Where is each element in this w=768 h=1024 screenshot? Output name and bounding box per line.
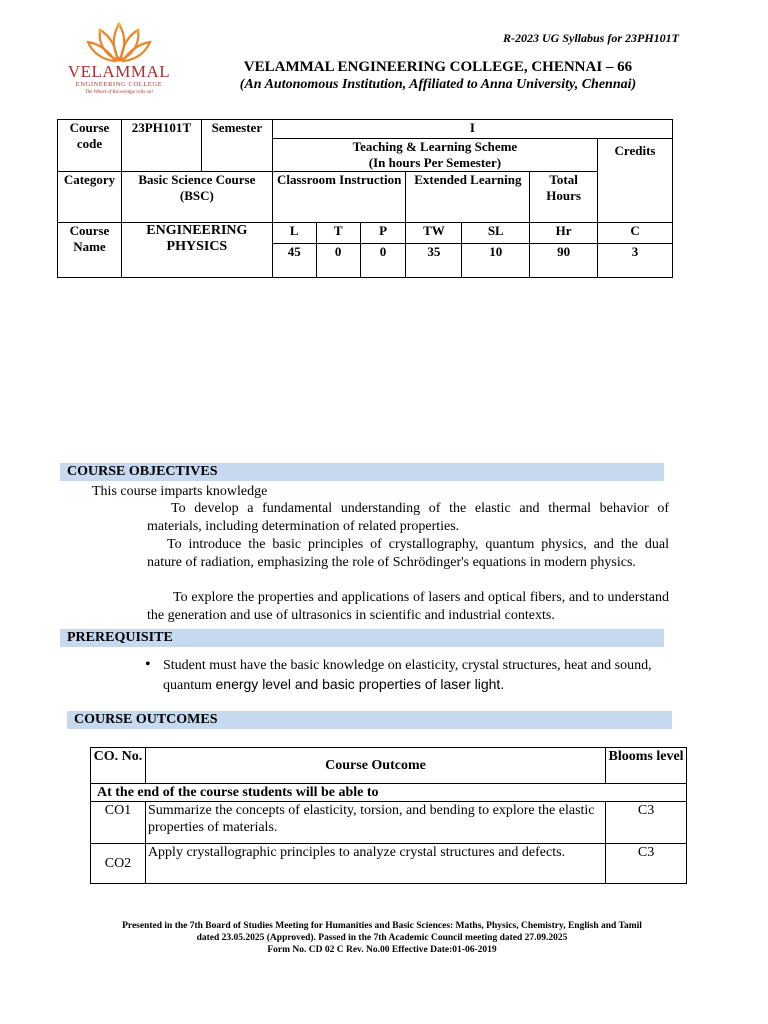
- course-outcome-header: Course Outcome: [145, 748, 605, 784]
- classroom-instruction: Classroom Instruction: [272, 172, 406, 223]
- hours-header: L: [272, 223, 316, 244]
- objectives-intro: This course imparts knowledge: [92, 484, 268, 499]
- credits-label: Credits: [598, 139, 673, 223]
- list-item: [145, 656, 665, 695]
- co-number: CO2: [91, 844, 146, 884]
- footer-line: dated 23.05.2025 (Approved). Passed in the 7th Academic Council meeting dated 27.09.2025: [196, 933, 568, 943]
- hours-header: Hr: [530, 223, 598, 244]
- hours-value: 0: [360, 244, 406, 278]
- logo-tagline: The Wheel of Knowledge rolls on!: [84, 90, 154, 95]
- hours-header: T: [316, 223, 360, 244]
- syllabus-reference: R-2023 UG Syllabus for 23PH101T: [502, 31, 679, 45]
- footer-line: Presented in the 7th Board of Studies Meeting for Humanities and Basic Sciences: Maths, Physics, Chemistry, English and Tamil: [122, 921, 642, 931]
- course-outcomes-heading: COURSE OUTCOMES: [67, 711, 672, 729]
- hours-value: 90: [530, 244, 598, 278]
- hours-header: P: [360, 223, 406, 244]
- course-name: ENGINEERING PHYSICS: [121, 223, 272, 278]
- total-hours-label: Total Hours: [530, 172, 598, 223]
- table-row: [91, 844, 687, 884]
- hours-header: SL: [462, 223, 530, 244]
- blooms-level-header: Blooms level: [606, 748, 687, 784]
- co-number: CO1: [91, 802, 146, 844]
- prerequisite-list: [145, 656, 665, 695]
- logo-subtitle: ENGINEERING COLLEGE: [75, 81, 163, 88]
- outcomes-intro-row: At the end of the course students will be able to: [91, 784, 687, 802]
- course-details-table: [57, 119, 673, 278]
- hours-value: 0: [316, 244, 360, 278]
- co-text: Apply crystallographic principles to analyze crystal structures and defects.: [145, 844, 605, 884]
- category-label: Category: [58, 172, 122, 223]
- co-text: Summarize the concepts of elasticity, torsion, and bending to explore the elastic properties of materials.: [145, 802, 605, 844]
- page-footer: [90, 920, 674, 956]
- objective-item: To introduce the basic principles of crystallography, quantum physics, and the dual nature of radiation, emphasizing the role of Schrödinger's equations in modern physics.: [147, 537, 669, 570]
- teaching-scheme-header: [272, 139, 597, 172]
- table-row: [91, 802, 687, 844]
- footer-line: Form No. CD 02 C Rev. No.00 Effective Date:01-06-2019: [267, 945, 497, 955]
- hours-value: 45: [272, 244, 316, 278]
- objective-item: To explore the properties and applications of lasers and optical fibers, and to understand the generation and use of ultrasonics in scientific and industrial contexts.: [147, 590, 669, 623]
- semester-value: I: [272, 120, 672, 139]
- college-logo: [60, 20, 178, 100]
- hours-header: C: [598, 223, 673, 244]
- extended-learning: Extended Learning: [406, 172, 530, 223]
- hours-value: 10: [462, 244, 530, 278]
- hours-header: TW: [406, 223, 462, 244]
- teaching-scheme-label: Teaching & Learning Scheme: [352, 139, 518, 154]
- co-level: C3: [606, 802, 687, 844]
- objective-item: To develop a fundamental understanding of the elastic and thermal behavior of materials, including determination of related properties.: [147, 501, 669, 534]
- prerequisite-heading: PREREQUISITE: [60, 629, 664, 647]
- hours-value: 35: [406, 244, 462, 278]
- college-name: VELAMMAL ENGINEERING COLLEGE, CHENNAI – 66: [243, 59, 633, 75]
- course-outcomes-table: [90, 747, 687, 884]
- prerequisite-text: Student must have the basic knowledge on elasticity, crystal structures, heat and sound, quantum: [163, 658, 652, 693]
- course-code-label: Course code: [58, 120, 122, 172]
- hours-value: 3: [598, 244, 673, 278]
- course-objectives-heading: COURSE OBJECTIVES: [60, 463, 664, 481]
- course-code: 23PH101T: [121, 120, 201, 172]
- prerequisite-text-cont: energy level and basic properties of laser light.: [215, 676, 505, 692]
- logo-brand: VELAMMAL: [67, 62, 171, 81]
- college-affiliation: (An Autonomous Institution, Affiliated to Anna University, Chennai): [239, 77, 637, 92]
- semester-label: Semester: [201, 120, 272, 172]
- course-name-label: Course Name: [58, 223, 122, 278]
- category-value: Basic Science Course (BSC): [121, 172, 272, 223]
- co-level: C3: [606, 844, 687, 884]
- co-no-header: CO. No.: [91, 748, 146, 784]
- teaching-scheme-sub: (In hours Per Semester): [368, 155, 502, 170]
- lotus-icon: [60, 20, 178, 64]
